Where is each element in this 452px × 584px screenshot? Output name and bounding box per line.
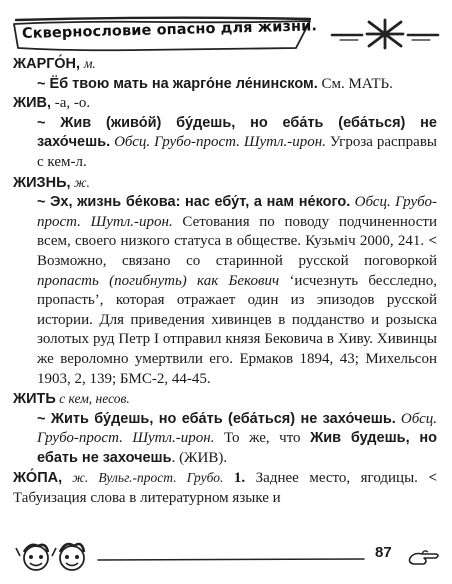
- entry-headline: [13, 173, 437, 194]
- headword: ЖО́ПА,: [13, 470, 63, 487]
- page-header: [10, 12, 442, 52]
- entry-headline: [13, 389, 437, 410]
- faces-icon: [16, 544, 84, 570]
- phrase: ~ Ёб твою мать на жарго́не ле́нинском.: [37, 75, 318, 92]
- etymology-marker: <: [428, 233, 437, 250]
- dictionary-text: [13, 54, 437, 509]
- phrase: ~ Жив (живо́й) бу́дешь, но еба́ть (еба́ться) не захо́чешь.: [37, 114, 437, 151]
- entry-sense: [13, 114, 437, 173]
- grammar-note: с кем, несов.: [55, 391, 130, 407]
- style-labels: Обсц. Грубо-прост. Шутл.-ирон.: [110, 134, 326, 151]
- sense-text: Возможно, связано со старинной русской поговоркой: [37, 252, 437, 269]
- etymology-marker: <: [428, 470, 438, 487]
- sense-text: Сетования по поводу подчиненности всем, своего низкого статуса в обществе. Кузьміч 2000, 241.: [37, 213, 437, 250]
- entry-sense: [13, 75, 437, 95]
- star-icon: [367, 20, 403, 48]
- phrase: ~ Эх, жизнь бе́кова: нас ебу́т, а нам не́кого.: [37, 194, 351, 211]
- pointing-hand-icon: [410, 551, 439, 564]
- running-title: Сквернословие опасно для жизни.: [21, 18, 318, 42]
- sense-text: Угроза расправы с кем-л.: [37, 134, 437, 170]
- grammar-note: -а, -о.: [51, 95, 91, 112]
- entry-headline: [13, 468, 437, 508]
- sense-text: Табуизация слова в литературном языке и: [13, 490, 281, 507]
- page-number: 87: [375, 544, 392, 561]
- style-labels: Обсц. Грубо-прост. Шутл.-ирон.: [37, 194, 437, 230]
- headword: ЖАРГО́Н,: [13, 56, 81, 72]
- entry-sense: [13, 193, 437, 389]
- cross-reference: Жив будешь, но ебать не захочешь: [37, 430, 438, 466]
- grammar-note: ж. Вульг.-прост. Грубо.: [62, 470, 224, 486]
- style-labels: Обсц. Грубо-прост. Шутл.-ирон.: [37, 410, 437, 447]
- sense-text: То же, что: [214, 430, 311, 447]
- proverb: пропасть (погибнуть) как Бекович: [37, 272, 280, 289]
- sense-text: См. МАТЬ.: [317, 75, 393, 92]
- grammar-note: ж.: [70, 174, 90, 190]
- page-footer: [10, 538, 442, 578]
- headword: ЖИТЬ: [13, 391, 56, 408]
- sense-text: Заднее место, ягодицы.: [245, 470, 429, 487]
- entry-sense: [13, 410, 437, 469]
- headword: ЖИЗНЬ,: [13, 174, 71, 191]
- phrase: ~ Жить бу́дешь, но еба́ть (еба́ться) не захо́чешь.: [37, 410, 396, 427]
- sense-text: . (ЖИВ).: [171, 449, 228, 466]
- headword: ЖИВ,: [13, 95, 52, 112]
- entry-headline: [13, 94, 437, 114]
- sense-text: ‘исчезнуть бесследно, пропасть’, которая отражает один из эпизодов русской истории. Для приведения хивинцев в подданство и розыска золотых руд Петр I отправил князя Бековича в Хиву. Хивинцы же вероломно умертвили его. Ермаков 1894, 43; Михельсон 1903, 2, 139; БМС-2, 44-45.: [37, 272, 437, 387]
- grammar-note: м.: [83, 56, 96, 71]
- entry-headline: [13, 54, 437, 75]
- sense-number: 1.: [223, 470, 246, 487]
